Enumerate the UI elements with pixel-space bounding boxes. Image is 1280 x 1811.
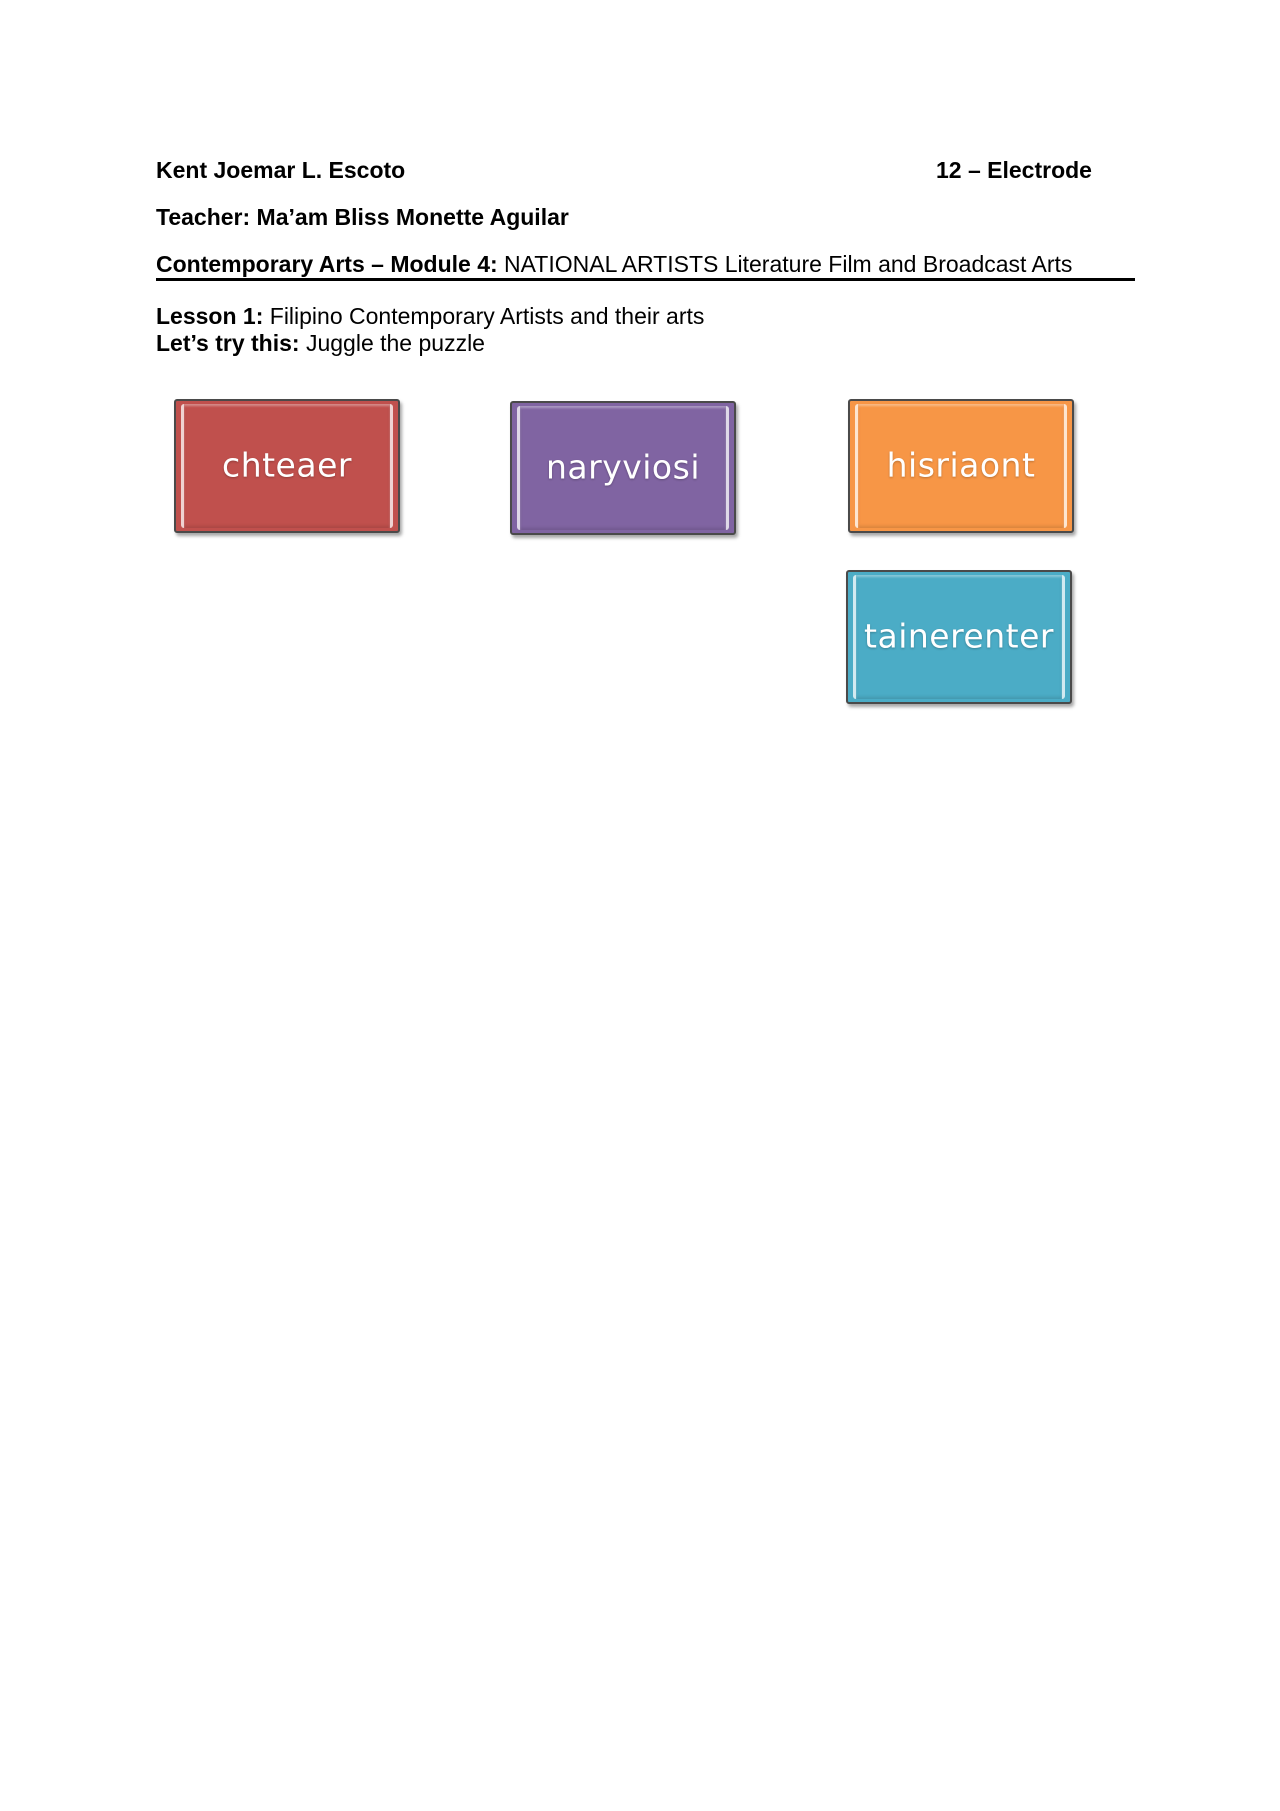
teacher-name: Teacher: Ma’am Bliss Monette Aguilar: [156, 204, 569, 230]
puzzle-tile: [174, 399, 400, 533]
scrambled-word: hisriaont: [886, 445, 1036, 485]
section-label: 12 – Electrode: [936, 157, 1092, 183]
heading-divider: [156, 278, 1135, 281]
scrambled-word: naryviosi: [546, 447, 700, 487]
activity-line: [156, 329, 485, 357]
module-heading: [156, 250, 1072, 278]
student-name: Kent Joemar L. Escoto: [156, 157, 406, 183]
scrambled-word: chteaer: [222, 445, 352, 485]
activity-label: Let’s try this:: [156, 330, 300, 356]
lesson-line: [156, 302, 704, 330]
puzzle-tile: [510, 401, 736, 535]
puzzle-tile: [846, 570, 1072, 704]
module-title: NATIONAL ARTISTS Literature Film and Broadcast Arts: [504, 251, 1073, 277]
lesson-label: Lesson 1:: [156, 303, 264, 329]
puzzle-tile: [848, 399, 1074, 533]
activity-text: Juggle the puzzle: [305, 330, 485, 356]
scrambled-word: tainerenter: [864, 616, 1054, 656]
lesson-title: Filipino Contemporary Artists and their arts: [269, 303, 705, 329]
module-label: Contemporary Arts – Module 4:: [156, 251, 498, 277]
